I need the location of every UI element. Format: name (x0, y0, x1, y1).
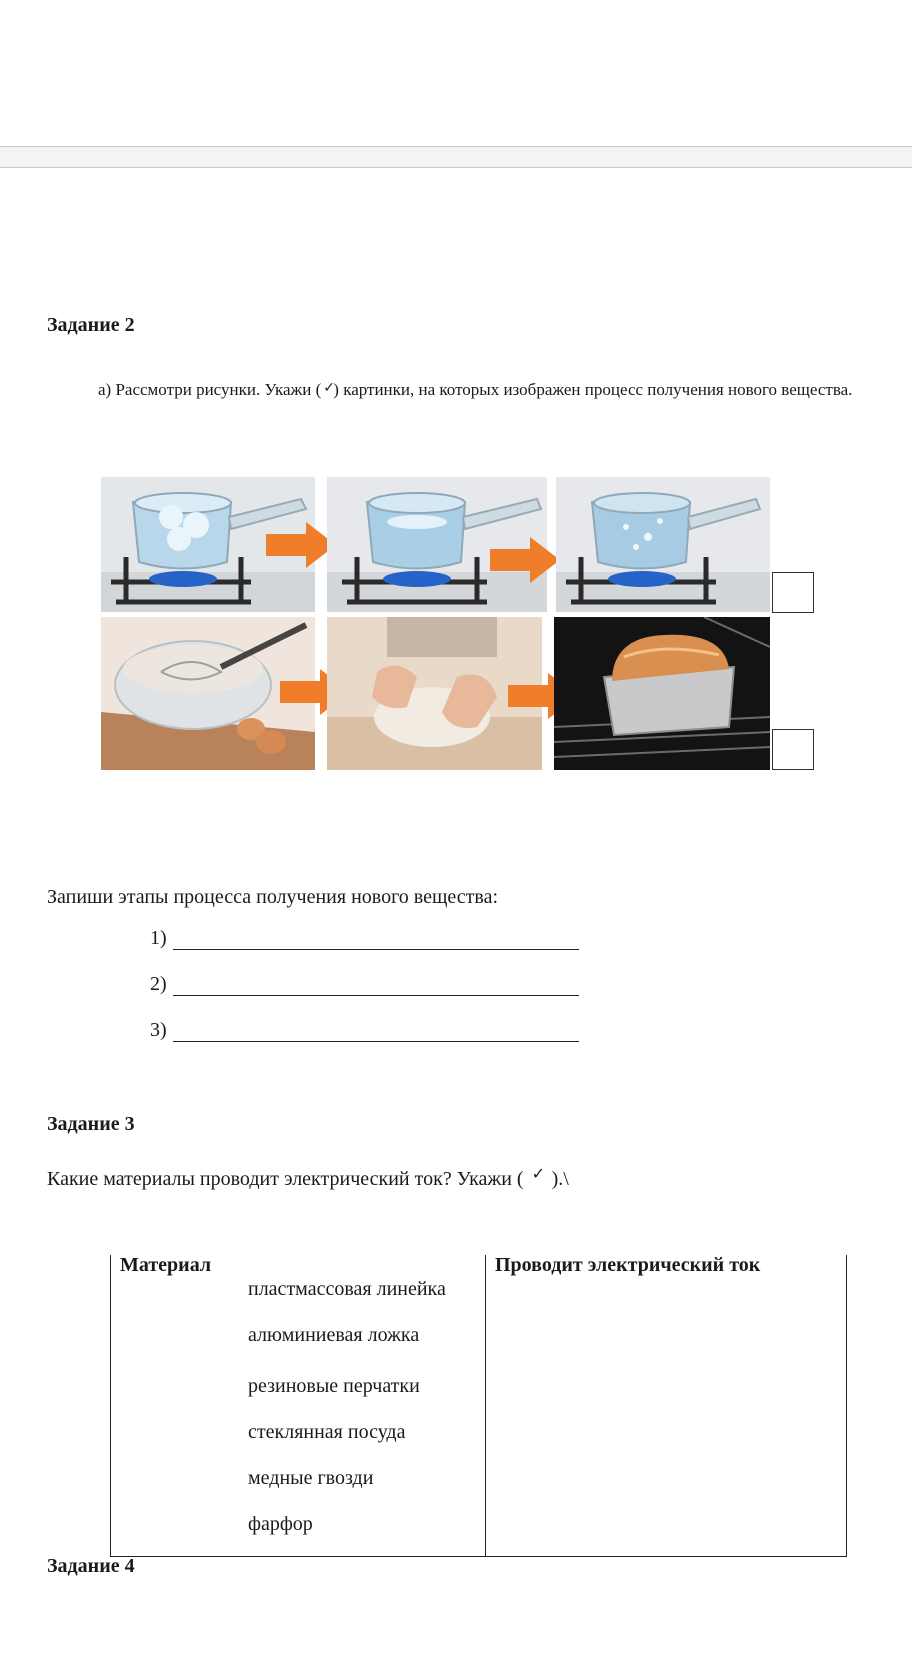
stages-prompt: Запиши этапы процесса получения нового вещества: (47, 886, 499, 908)
table-border-right (846, 1255, 847, 1557)
task2-prompt: а) Рассмотри рисунки. Укажи ( ✓ ) картинки, на которых изображен процесс получения нового вещества. (98, 380, 853, 399)
stage-line-1[interactable]: 1) (150, 927, 579, 950)
stage-line-3[interactable]: 3) (150, 1019, 579, 1042)
photo-bread-in-oven (554, 617, 770, 770)
task3-question: Какие материалы проводит электрический ток? Укажи ( ✓ ).\ (47, 1164, 569, 1190)
top-rule-2 (0, 167, 912, 168)
table-header-conducts: Проводит электрический ток (495, 1254, 761, 1276)
arrow-right-icon (490, 537, 562, 583)
checkbox-row2[interactable] (772, 729, 814, 770)
page-break-band (0, 147, 912, 167)
table-header-material: Материал (120, 1254, 212, 1276)
table-row: медные гвозди (248, 1467, 374, 1489)
photo-boiling-water (556, 477, 770, 612)
task4-heading: Задание 4 (47, 1555, 135, 1577)
task2-prompt-pre: а) Рассмотри рисунки. Укажи ( (98, 380, 322, 399)
task2-prompt-post: ) картинки, на которых изображен процесс получения нового вещества. (333, 380, 853, 399)
task2-heading: Задание 2 (47, 314, 135, 336)
table-border-left (110, 1255, 111, 1557)
table-border-bottom (110, 1556, 847, 1557)
table-row: резиновые перчатки (248, 1375, 420, 1397)
table-divider (485, 1255, 486, 1557)
stage-line-2[interactable]: 2) (150, 973, 579, 996)
table-row: пластмассовая линейка (248, 1278, 446, 1300)
table-row: алюминиевая ложка (248, 1324, 420, 1346)
task3-heading: Задание 3 (47, 1113, 135, 1135)
checkbox-row1[interactable] (772, 572, 814, 613)
table-row: фарфор (248, 1513, 313, 1535)
table-row: стеклянная посуда (248, 1421, 406, 1443)
